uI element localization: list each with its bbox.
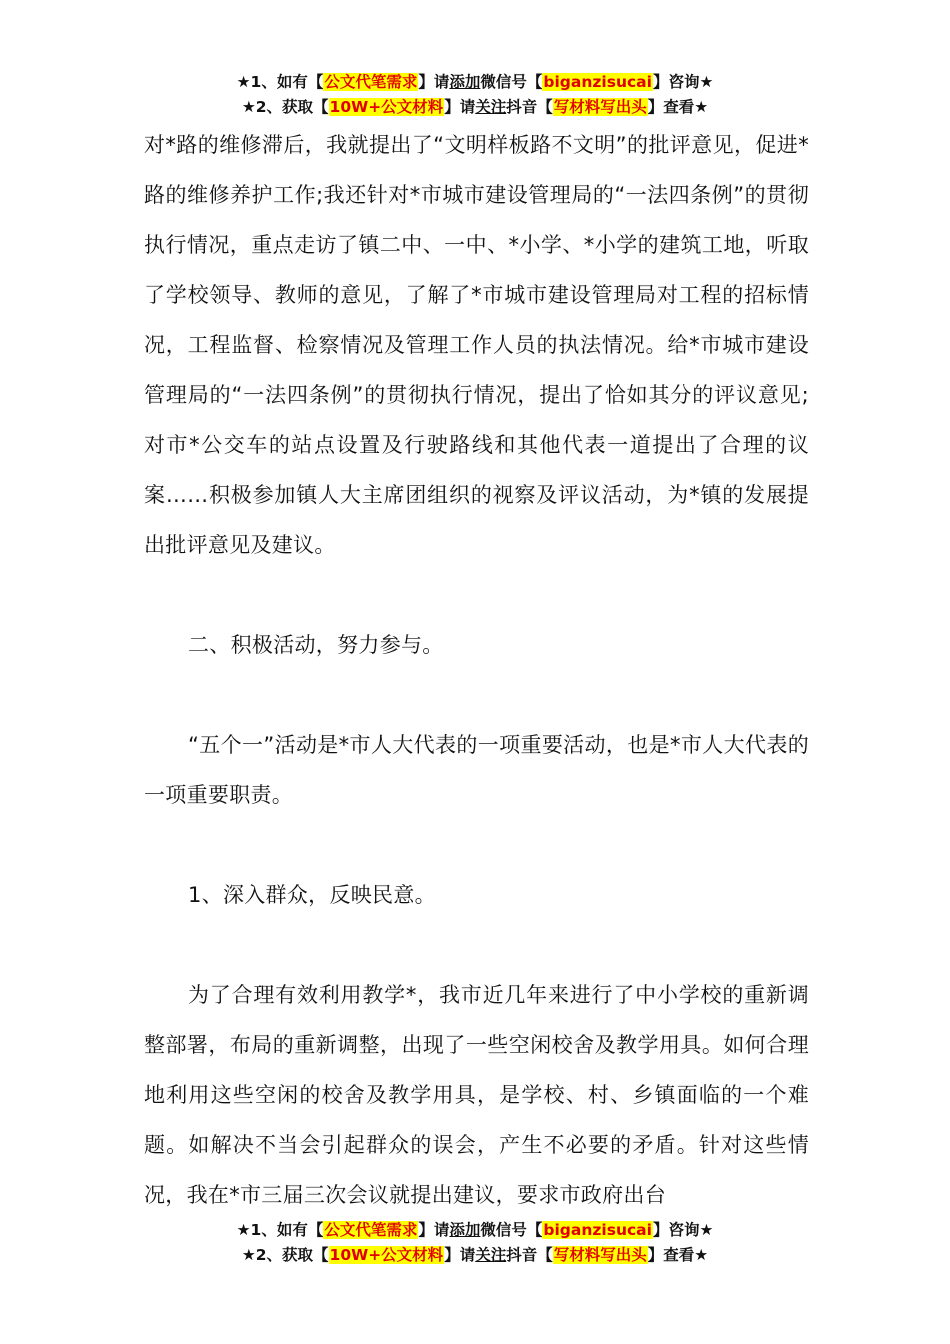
banner-text: 】请 <box>444 1246 476 1264</box>
highlight-service: 公文代笔需求 <box>324 1221 418 1239</box>
banner-underlined: 关注 <box>475 98 507 116</box>
banner-text: 】咨询★ <box>652 73 714 91</box>
banner-underlined: 添加 <box>449 1221 481 1239</box>
banner-line-2 <box>0 95 950 120</box>
subsection-heading-1: 1、深入群众，反映民意。 <box>188 883 436 907</box>
highlight-douyin-account: 写材料写出头 <box>553 98 647 116</box>
banner-underlined: 添加 <box>449 73 481 91</box>
highlight-materials: 10W+公文材料 <box>329 1246 444 1264</box>
banner-underlined: 关注 <box>475 1246 507 1264</box>
banner-text: 】查看★ <box>647 98 709 116</box>
footer-banner <box>0 1218 950 1268</box>
highlight-douyin-account: 写材料写出头 <box>553 1246 647 1264</box>
banner-text: 】咨询★ <box>652 1221 714 1239</box>
highlight-service: 公文代笔需求 <box>324 73 418 91</box>
highlight-wechat-id: biganzisucai <box>543 73 652 91</box>
banner-line-1 <box>0 1218 950 1243</box>
banner-text: ★2、获取【 <box>241 98 329 116</box>
highlight-materials: 10W+公文材料 <box>329 98 444 116</box>
banner-text: ★1、如有【 <box>236 73 324 91</box>
paragraph-2: “五个一”活动是*市人大代表的一项重要活动，也是*市人大代表的一项重要职责。 <box>144 733 809 807</box>
banner-line-1 <box>0 70 950 95</box>
header-banner <box>0 70 950 120</box>
banner-text: 】请 <box>444 98 476 116</box>
banner-text: 】查看★ <box>647 1246 709 1264</box>
banner-text: 抖音【 <box>506 1246 553 1264</box>
banner-text: 抖音【 <box>506 98 553 116</box>
highlight-wechat-id: biganzisucai <box>543 1221 652 1239</box>
banner-text: 微信号【 <box>480 73 543 91</box>
paragraph-1: 对*路的维修滞后，我就提出了“文明样板路不文明”的批评意见，促进*路的维修养护工作;我还针对*市城市建设管理局的“一法四条例”的贯彻执行情况，重点走访了镇二中、一中、*小学、*小学的建筑工地，听取了学校领导、教师的意见，了解了*市城市建设管理局对工程的招标情况，工程监督、检察情况及管理工作人员的执法情况。给*市城市建设管理局的“一法四条例”的贯彻执行情况，提出了恰如其分的评议意见;对市*公交车的站点设置及行驶路线和其他代表一道提出了合理的议案……积极参加镇人大主席团组织的视察及评议活动，为*镇的发展提出批评意见及建议。 <box>144 133 809 557</box>
banner-text: ★2、获取【 <box>241 1246 329 1264</box>
banner-text: ★1、如有【 <box>236 1221 324 1239</box>
banner-text: 微信号【 <box>480 1221 543 1239</box>
banner-line-2 <box>0 1243 950 1268</box>
section-heading-2: 二、积极活动，努力参与。 <box>188 633 444 657</box>
paragraph-3: 为了合理有效利用教学*，我市近几年来进行了中小学校的重新调整部署，布局的重新调整，出现了一些空闲校舍及教学用具。如何合理地利用这些空闲的校舍及教学用具，是学校、村、乡镇面临的一个难题。如解决不当会引起群众的误会，产生不必要的矛盾。针对这些情况，我在*市三届三次会议就提出建议，要求市政府出台 <box>144 983 809 1207</box>
document-body <box>144 120 809 1220</box>
banner-text: 】请 <box>418 73 450 91</box>
banner-text: 】请 <box>418 1221 450 1239</box>
